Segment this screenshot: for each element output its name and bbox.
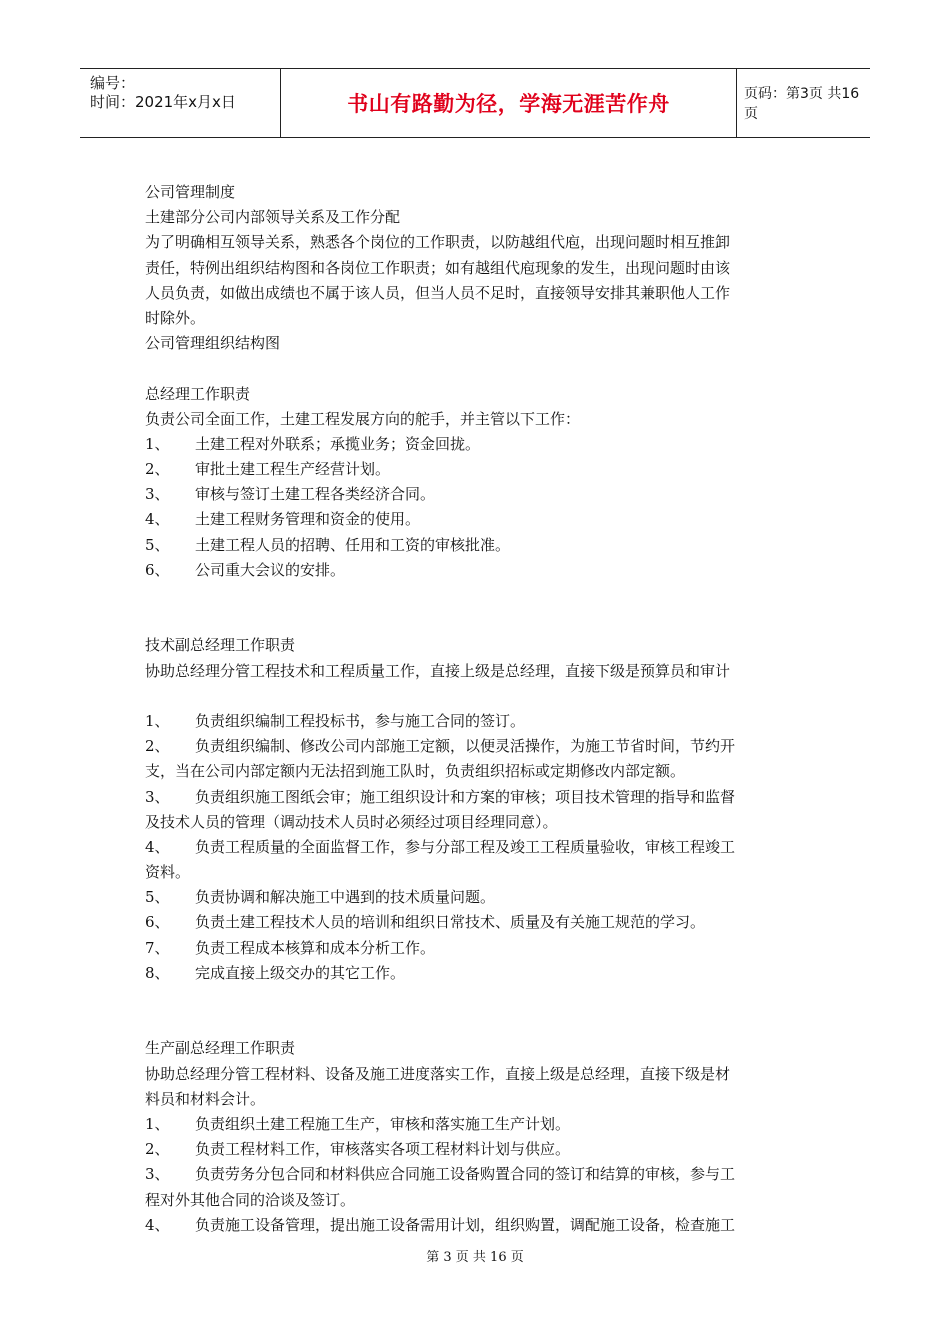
list-item-text: 公司重大会议的安排。 (195, 560, 346, 579)
list-item (145, 709, 815, 734)
list-item (145, 835, 815, 860)
list-item (145, 734, 815, 759)
list-item (145, 482, 815, 507)
list-item-number: 7、 (145, 938, 170, 957)
list-item-number: 3、 (145, 787, 170, 806)
list-item (145, 1112, 815, 1137)
intro-line: 为了明确相互领导关系，熟悉各个岗位的工作职责，以防越组代庖，出现问题时相互推卸 (145, 233, 731, 252)
list-item (145, 558, 815, 583)
document-body (145, 180, 815, 1238)
list-item-text: 土建工程人员的招聘、任用和工资的审核批准。 (195, 535, 511, 554)
gm-intro: 负责公司全面工作，土建工程发展方向的舵手，并主管以下工作： (145, 409, 581, 428)
list-item (145, 1162, 815, 1187)
list-item-text: 负责组织土建工程施工生产，审核和落实施工生产计划。 (195, 1114, 571, 1133)
list-item-text: 负责组织施工图纸会审；施工组织设计和方案的审核；项目技术管理的指导和监督 (195, 787, 736, 806)
number-label: 编号： (90, 74, 136, 92)
list-item-continuation: 及技术人员的管理（调动技术人员时必须经过项目经理同意）。 (145, 812, 558, 831)
list-item-continuation: 支，当在公司内部定额内无法招到施工队时，负责组织招标或定期修改内部定额。 (145, 762, 686, 781)
list-item-number: 1、 (145, 1114, 170, 1133)
intro-line: 人员负责，如做出成绩也不属于该人员，但当人员不足时，直接领导安排其兼职他人工作 (145, 283, 731, 302)
list-item-text: 负责土建工程技术人员的培训和组织日常技术、质量及有关施工规范的学习。 (195, 913, 706, 932)
list-item (145, 936, 815, 961)
prod-section-title: 生产副总经理工作职责 (145, 1039, 296, 1058)
list-item-text: 土建工程财务管理和资金的使用。 (195, 510, 421, 529)
list-item-number: 2、 (145, 737, 170, 756)
list-item (145, 507, 815, 532)
doc-title: 公司管理制度 (145, 183, 236, 201)
tech-duty-list (145, 709, 815, 986)
list-item-text: 负责组织编制工程投标书，参与施工合同的签订。 (195, 711, 526, 730)
list-item-text: 负责施工设备管理，提出施工设备需用计划，组织购置，调配施工设备，检查施工 (195, 1215, 736, 1234)
page-footer: 第 3 页 共 16 页 (426, 1250, 524, 1265)
list-item-number: 6、 (145, 913, 170, 932)
section-title-relations: 土建部分公司内部领导关系及工作分配 (145, 208, 401, 227)
list-item-number: 3、 (145, 485, 170, 504)
intro-line: 责任，特例出组织结构图和各岗位工作职责；如有越组代庖现象的发生，出现问题时由该 (145, 258, 731, 277)
motto-text: 书山有路勤为径，学海无涯苦作舟 (347, 92, 670, 116)
date-label: 时间：2021年x月x日 (90, 93, 236, 111)
list-item (145, 885, 815, 910)
intro-line: 时除外。 (145, 308, 206, 327)
list-item-text: 负责工程成本核算和成本分析工作。 (195, 938, 436, 957)
list-item (145, 432, 815, 457)
list-item-number: 4、 (145, 1215, 170, 1234)
list-item-number: 2、 (145, 1140, 170, 1159)
list-item (145, 533, 815, 558)
list-item (145, 910, 815, 935)
prod-duty-list (145, 1112, 815, 1238)
list-item (145, 961, 815, 986)
header-motto-cell (280, 69, 737, 137)
page-info-text: 页码：第3页 共16页 (744, 86, 860, 122)
list-item-number: 3、 (145, 1165, 170, 1184)
tech-intro: 协助总经理分管工程技术和工程质量工作，直接上级是总经理，直接下级是预算员和审计 (145, 661, 731, 680)
org-chart-title: 公司管理组织结构图 (145, 334, 281, 353)
list-item-text: 负责组织编制、修改公司内部施工定额，以便灵活操作，为施工节省时间，节约开 (195, 737, 736, 756)
list-item-number: 4、 (145, 510, 170, 529)
list-item-number: 1、 (145, 434, 170, 453)
list-item-number: 5、 (145, 535, 170, 554)
list-item-text: 负责工程材料工作，审核落实各项工程材料计划与供应。 (195, 1140, 571, 1159)
list-item-text: 负责工程质量的全面监督工作，参与分部工程及竣工工程质量验收，审核工程竣工 (195, 837, 736, 856)
prod-intro-line: 料员和材料会计。 (145, 1089, 266, 1108)
list-item-text: 负责协调和解决施工中遇到的技术质量问题。 (195, 888, 496, 907)
list-item-number: 2、 (145, 460, 170, 479)
list-item (145, 457, 815, 482)
list-item-number: 4、 (145, 837, 170, 856)
gm-duty-list (145, 432, 815, 583)
list-item-continuation: 程对外其他合同的洽谈及签订。 (145, 1190, 356, 1209)
list-item (145, 1137, 815, 1162)
header-left-cell (80, 69, 280, 137)
list-item-text: 审核与签订土建工程各类经济合同。 (195, 485, 436, 504)
list-item-continuation: 资料。 (145, 863, 191, 882)
list-item-number: 8、 (145, 963, 170, 982)
list-item-text: 审批土建工程生产经营计划。 (195, 460, 391, 479)
list-item-text: 完成直接上级交办的其它工作。 (195, 963, 406, 982)
tech-section-title: 技术副总经理工作职责 (145, 636, 296, 655)
prod-intro-line: 协助总经理分管工程材料、设备及施工进度落实工作，直接上级是总经理，直接下级是材 (145, 1064, 731, 1083)
page-header (80, 68, 870, 138)
list-item (145, 1213, 815, 1238)
list-item-number: 1、 (145, 711, 170, 730)
list-item-number: 6、 (145, 560, 170, 579)
list-item-text: 负责劳务分包合同和材料供应合同施工设备购置合同的签订和结算的审核，参与工 (195, 1165, 736, 1184)
list-item-number: 5、 (145, 888, 170, 907)
gm-section-title: 总经理工作职责 (145, 384, 251, 403)
header-page-info (744, 69, 870, 137)
list-item (145, 785, 815, 810)
list-item-text: 土建工程对外联系；承揽业务；资金回拢。 (195, 434, 481, 453)
